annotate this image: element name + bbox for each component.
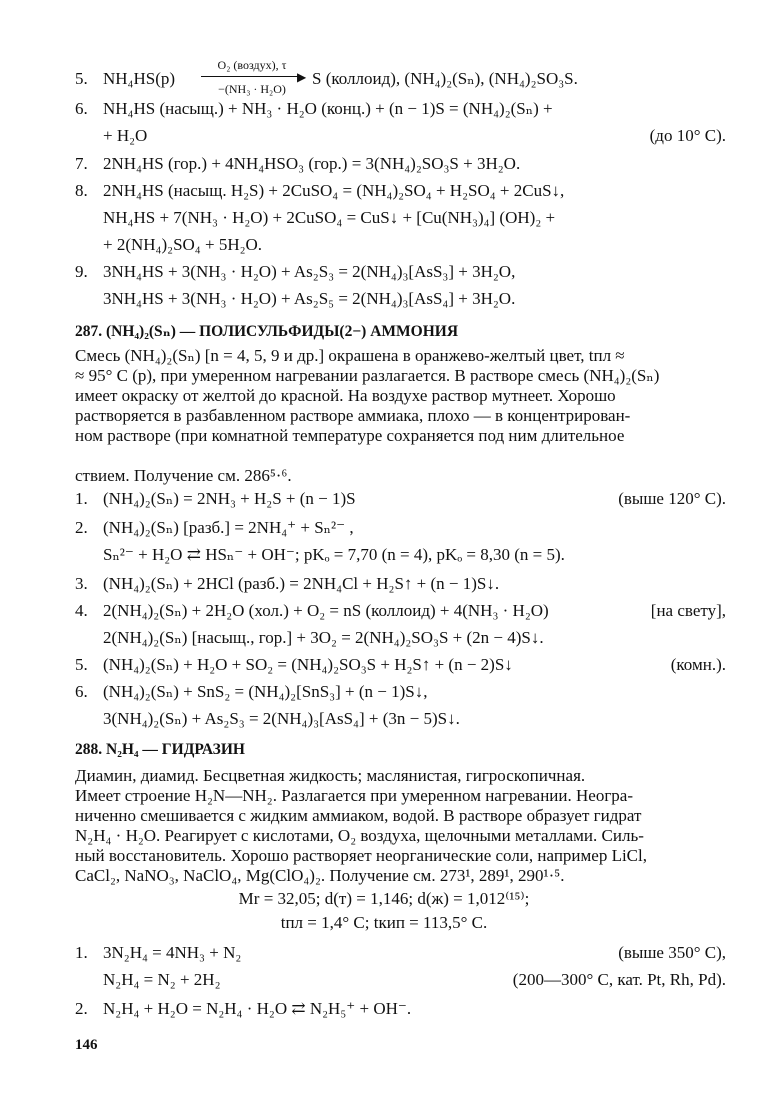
reaction-equation: 2(NH₄)₂(Sₙ) [насыщ., гор.] + 3O₂ = 2(NH₄)₂SO₃S + (2n − 4)S↓. bbox=[103, 628, 544, 647]
paragraph-text: ный восстановитель. Хорошо растворяет неорганические соли, например LiCl, bbox=[75, 846, 647, 865]
paragraph-text: ≈ 95° C (р), при умеренном нагревании разлагается. В растворе смесь (NH₄)₂(Sₙ) bbox=[75, 366, 660, 385]
reaction-line bbox=[0, 486, 768, 512]
arrow-condition-above: O₂ (воздух), τ bbox=[217, 58, 287, 72]
paragraph-text: CaCl₂, NaNO₃, NaClO₄, Mg(ClO₄)₂. Получение см. 273¹, 289¹, 290¹·⁵. bbox=[75, 866, 565, 885]
reaction-number: 1. bbox=[75, 489, 88, 508]
paragraph-text-line bbox=[0, 463, 768, 489]
reaction-line bbox=[0, 706, 768, 732]
reaction-line bbox=[0, 259, 768, 285]
reaction-condition: (выше 350° C), bbox=[618, 943, 726, 962]
reaction-equation: (NH₄)₂(Sₙ) + SnS₂ = (NH₄)₂[SnS₃] + (n − 1)S↓, bbox=[103, 682, 428, 701]
reaction-equation: N₂H₄ + H₂O = N₂H₄ · H₂O ⇄ N₂H₅⁺ + OH⁻. bbox=[103, 999, 412, 1018]
reaction-number: 2. bbox=[75, 518, 88, 537]
reaction-line bbox=[0, 598, 768, 624]
reaction-line bbox=[0, 96, 768, 122]
reaction-equation: Sₙ²⁻ + H₂O ⇄ HSₙ⁻ + OH⁻; pKₒ = 7,70 (n = 4), pKₒ = 8,30 (n = 5). bbox=[103, 545, 565, 564]
reaction-number: 7. bbox=[75, 154, 88, 173]
physical-properties: Mr = 32,05; d(т) = 1,146; d(ж) = 1,012⁽¹⁵⁾; bbox=[238, 889, 530, 908]
reaction-number: 1. bbox=[75, 943, 88, 962]
reaction-line bbox=[0, 571, 768, 597]
reaction-equation: N₂H₄ = N₂ + 2H₂ bbox=[103, 970, 221, 989]
paragraph-text: Диамин, диамид. Бесцветная жидкость; маслянистая, гигроскопичная. bbox=[75, 766, 586, 785]
reaction-equation: 3N₂H₄ = 4NH₃ + N₂ bbox=[103, 943, 242, 962]
reaction-number: 9. bbox=[75, 262, 88, 281]
reaction-number: 5. bbox=[75, 69, 88, 88]
reaction-number: 4. bbox=[75, 601, 88, 620]
reaction-equation: + 2(NH₄)₂SO₄ + 5H₂O. bbox=[103, 235, 263, 254]
reaction-line bbox=[0, 940, 768, 966]
properties-line bbox=[0, 886, 768, 912]
section-heading bbox=[0, 737, 768, 763]
arrow-head-icon: ▶ bbox=[297, 70, 307, 84]
reaction-number: 6. bbox=[75, 99, 88, 118]
reaction-equation: (NH₄)₂(Sₙ) = 2NH₃ + H₂S + (n − 1)S bbox=[103, 489, 356, 508]
physical-properties: tпл = 1,4° C; tкип = 113,5° C. bbox=[280, 913, 488, 932]
reaction-line bbox=[0, 232, 768, 258]
reaction-equation: (NH₄)₂(Sₙ) + 2HCl (разб.) = 2NH₄Cl + H₂S↑ + (n − 1)S↓. bbox=[103, 574, 500, 593]
reaction-line bbox=[0, 205, 768, 231]
reaction-line bbox=[0, 123, 768, 149]
paragraph-text: N₂H₄ · H₂O. Реагирует с кислотами, O₂ воздуха, щелочными металлами. Силь- bbox=[75, 826, 644, 845]
section-title: 288. N₂H₄ — ГИДРАЗИН bbox=[75, 741, 245, 758]
reaction-line bbox=[0, 286, 768, 312]
reaction-equation: 2NH₄HS (насыщ. H₂S) + 2CuSO₄ = (NH₄)₂SO₄ + H₂SO₄ + 2CuS↓, bbox=[103, 181, 565, 200]
page-number: 146 bbox=[75, 1037, 98, 1053]
reaction-condition: (200—300° C, кат. Pt, Rh, Pd). bbox=[512, 970, 726, 989]
reaction-equation: NH₄HS + 7(NH₃ · H₂O) + 2CuSO₄ = CuS↓ + [Cu(NH₃)₄] (OH)₂ + bbox=[103, 208, 556, 227]
reaction-equation: 3(NH₄)₂(Sₙ) + As₂S₃ = 2(NH₄)₃[AsS₄] + (3n − 5)S↓. bbox=[103, 709, 460, 728]
paragraph-text: растворяется в разбавленном растворе аммиака, плохо — в концентрирован- bbox=[75, 406, 631, 425]
reaction-equation: + H₂O bbox=[103, 126, 148, 145]
reaction-equation: 3NH₄HS + 3(NH₃ · H₂O) + As₂S₃ = 2(NH₄)₃[AsS₃] + 3H₂O, bbox=[103, 262, 516, 281]
reaction-number: 6. bbox=[75, 682, 88, 701]
reaction-number: 3. bbox=[75, 574, 88, 593]
reaction-line bbox=[0, 542, 768, 568]
reaction-equation: 3NH₄HS + 3(NH₃ · H₂O) + As₂S₅ = 2(NH₄)₃[AsS₄] + 3H₂O. bbox=[103, 289, 516, 308]
reaction-line bbox=[0, 515, 768, 541]
reaction-line bbox=[0, 151, 768, 177]
physical-properties-line bbox=[0, 910, 768, 936]
reaction-line bbox=[0, 178, 768, 204]
paragraph-text: ном растворе (при комнатной температуре сохраняется под ним длительное bbox=[75, 426, 625, 445]
reaction-condition: (до 10° C). bbox=[649, 126, 726, 145]
reaction-equation: NH₄HS (насыщ.) + NH₃ · H₂O (конц.) + (n − 1)S = (NH₄)₂(Sₙ) + bbox=[103, 99, 553, 118]
reaction-line bbox=[0, 996, 768, 1022]
reaction-line bbox=[0, 967, 768, 993]
reaction-arrow bbox=[197, 58, 307, 98]
reaction-line bbox=[0, 625, 768, 651]
reaction-number: 5. bbox=[75, 655, 88, 674]
paragraph-text: Смесь (NH₄)₂(Sₙ) [n = 4, 5, 9 и др.] окрашена в оранжево-желтый цвет, tпл ≈ bbox=[75, 346, 625, 365]
reaction-number: 2. bbox=[75, 999, 88, 1018]
reaction-line bbox=[0, 66, 768, 92]
section-heading bbox=[0, 319, 768, 345]
reaction-products: S (коллоид), (NH₄)₂(Sₙ), (NH₄)₂SO₃S. bbox=[312, 69, 578, 88]
reaction-equation: (NH₄)₂(Sₙ) + H₂O + SO₂ = (NH₄)₂SO₃S + H₂S↑ + (n − 2)S↓ bbox=[103, 655, 513, 674]
paragraph-text: имеет окраску от желтой до красной. На воздухе раствор мутнеет. Хорошо bbox=[75, 386, 616, 405]
reaction-equation: (NH₄)₂(Sₙ) [разб.] = 2NH₄⁺ + Sₙ²⁻ , bbox=[103, 518, 354, 537]
arrow-shaft bbox=[201, 76, 299, 77]
reaction-line bbox=[0, 679, 768, 705]
reaction-number: 8. bbox=[75, 181, 88, 200]
reaction-reactant: NH₄HS(р) bbox=[103, 69, 176, 88]
reaction-line bbox=[0, 652, 768, 678]
reaction-condition: (выше 120° C). bbox=[618, 489, 726, 508]
section-title: 287. (NH₄)₂(Sₙ) — ПОЛИСУЛЬФИДЫ(2−) АММОНИЯ bbox=[75, 323, 459, 340]
reaction-condition: [на свету], bbox=[650, 601, 726, 620]
page-footer bbox=[0, 1032, 768, 1058]
paragraph-text: ствием. Получение см. 286⁵·⁶. bbox=[75, 466, 292, 485]
paragraph-line bbox=[0, 423, 768, 449]
arrow-condition-below: −(NH₃ · H₂O) bbox=[218, 82, 286, 96]
paragraph-text: Имеет строение H₂N—NH₂. Разлагается при умеренном нагревании. Неогра- bbox=[75, 786, 634, 805]
paragraph-text: ниченно смешивается с жидким аммиаком, водой. В растворе образует гидрат bbox=[75, 806, 642, 825]
reaction-equation: 2NH₄HS (гор.) + 4NH₄HSO₃ (гор.) = 3(NH₄)₂SO₃S + 3H₂O. bbox=[103, 154, 521, 173]
reaction-equation: 2(NH₄)₂(Sₙ) + 2H₂O (хол.) + O₂ = nS (коллоид) + 4(NH₃ · H₂O) bbox=[103, 601, 549, 620]
reaction-condition: (комн.). bbox=[670, 655, 726, 674]
